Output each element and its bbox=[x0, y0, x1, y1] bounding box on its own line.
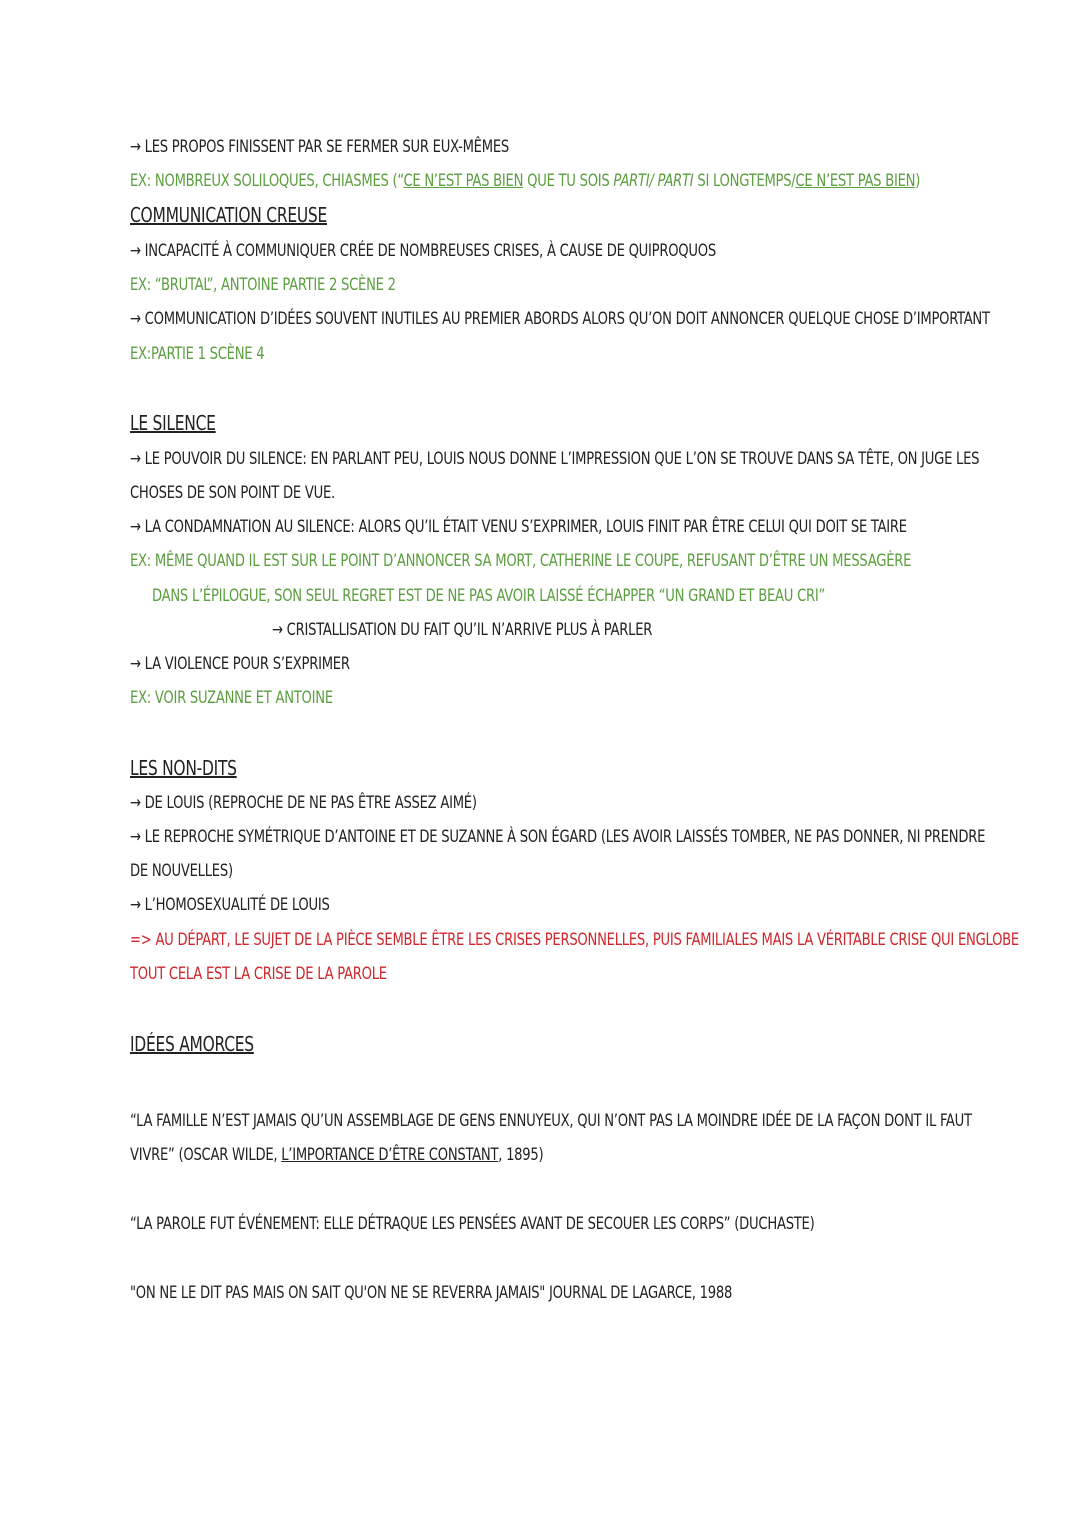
note-line: CHOSES DE SON POINT DE VUE. bbox=[130, 483, 335, 503]
italic-quote: PARTI/ PARTI bbox=[613, 171, 694, 191]
note-line: → LE POUVOIR DU SILENCE: EN PARLANT PEU, LOUIS NOUS DONNE L’IMPRESSION QUE L’ON SE TROUVE DANS SA TÊTE, ON JUGE LES bbox=[130, 449, 980, 469]
note-line: → LA VIOLENCE POUR S’EXPRIMER bbox=[130, 654, 350, 674]
text-span: , 1895) bbox=[498, 1145, 544, 1165]
quote-line bbox=[130, 1144, 543, 1166]
section-heading-idees-amorces: IDÉES AMORCES bbox=[130, 1032, 254, 1056]
note-line: → INCAPACITÉ À COMMUNIQUER CRÉE DE NOMBREUSES CRISES, À CAUSE DE QUIPROQUOS bbox=[130, 241, 716, 261]
note-line: → LES PROPOS FINISSENT PAR SE FERMER SUR EUX-MÊMES bbox=[130, 137, 509, 157]
example-line bbox=[130, 170, 920, 192]
example-line: EX:PARTIE 1 SCÈNE 4 bbox=[130, 344, 265, 364]
example-line: EX: VOIR SUZANNE ET ANTOINE bbox=[130, 688, 333, 708]
note-line: → CRISTALLISATION DU FAIT QU’IL N’ARRIVE PLUS À PARLER bbox=[272, 620, 653, 640]
section-heading-silence: LE SILENCE bbox=[130, 411, 216, 435]
text-span: VIVRE” (OSCAR WILDE, bbox=[130, 1145, 282, 1165]
section-heading-communication: COMMUNICATION CREUSE bbox=[130, 203, 327, 227]
example-line: EX: “BRUTAL”, ANTOINE PARTIE 2 SCÈNE 2 bbox=[130, 275, 396, 295]
underlined-quote: CE N’EST PAS BIEN bbox=[795, 171, 916, 191]
conclusion-line: TOUT CELA EST LA CRISE DE LA PAROLE bbox=[130, 964, 387, 984]
quote-line: "ON NE LE DIT PAS MAIS ON SAIT QU'ON NE SE REVERRA JAMAIS" JOURNAL DE LAGARCE, 1988 bbox=[130, 1283, 733, 1303]
note-line: DE NOUVELLES) bbox=[130, 861, 233, 881]
text-span: EX: NOMBREUX SOLILOQUES, CHIASMES (“ bbox=[130, 171, 404, 191]
quote-line: “LA FAMILLE N’EST JAMAIS QU’UN ASSEMBLAGE DE GENS ENNUYEUX, QUI N’ONT PAS LA MOINDRE IDÉE DE LA FAÇON DONT IL FAUT bbox=[130, 1111, 972, 1131]
text-span: ) bbox=[915, 171, 921, 191]
text-span: SI LONGTEMPS/ bbox=[693, 171, 796, 191]
note-line: → LE REPROCHE SYMÉTRIQUE D’ANTOINE ET DE SUZANNE À SON ÉGARD (LES AVOIR LAISSÉS TOMBER, NE PAS DONNER, NI PRENDRE bbox=[130, 827, 986, 847]
note-line: → L’HOMOSEXUALITÉ DE LOUIS bbox=[130, 895, 330, 915]
quote-line: “LA PAROLE FUT ÉVÉNEMENT: ELLE DÉTRAQUE LES PENSÉES AVANT DE SECOUER LES CORPS” (DUCHASTE) bbox=[130, 1214, 815, 1234]
conclusion-line: => AU DÉPART, LE SUJET DE LA PIÈCE SEMBLE ÊTRE LES CRISES PERSONNELLES, PUIS FAMILIALES MAIS LA VÉRITABLE CRISE QUI ENGLOBE bbox=[130, 930, 1019, 950]
text-span: QUE TU SOIS bbox=[523, 171, 614, 191]
underlined-quote: CE N’EST PAS BIEN bbox=[403, 171, 524, 191]
example-line: DANS L’ÉPILOGUE, SON SEUL REGRET EST DE NE PAS AVOIR LAISSÉ ÉCHAPPER “UN GRAND ET BEAU CRI” bbox=[152, 586, 826, 606]
section-heading-non-dits: LES NON-DITS bbox=[130, 756, 237, 780]
note-line: → LA CONDAMNATION AU SILENCE: ALORS QU’IL ÉTAIT VENU S’EXPRIMER, LOUIS FINIT PAR ÊTRE CELUI QUI DOIT SE TAIRE bbox=[130, 517, 907, 537]
book-title: L’IMPORTANCE D’ÊTRE CONSTANT bbox=[281, 1145, 499, 1165]
example-line: EX: MÊME QUAND IL EST SUR LE POINT D’ANNONCER SA MORT, CATHERINE LE COUPE, REFUSANT D’ÊTRE UN MESSAGÈRE bbox=[130, 551, 912, 571]
note-line: → DE LOUIS (REPROCHE DE NE PAS ÊTRE ASSEZ AIMÉ) bbox=[130, 793, 477, 813]
note-line: → COMMUNICATION D’IDÉES SOUVENT INUTILES AU PREMIER ABORDS ALORS QU’ON DOIT ANNONCER QUELQUE CHOSE D’IMPORTANT bbox=[130, 309, 990, 329]
